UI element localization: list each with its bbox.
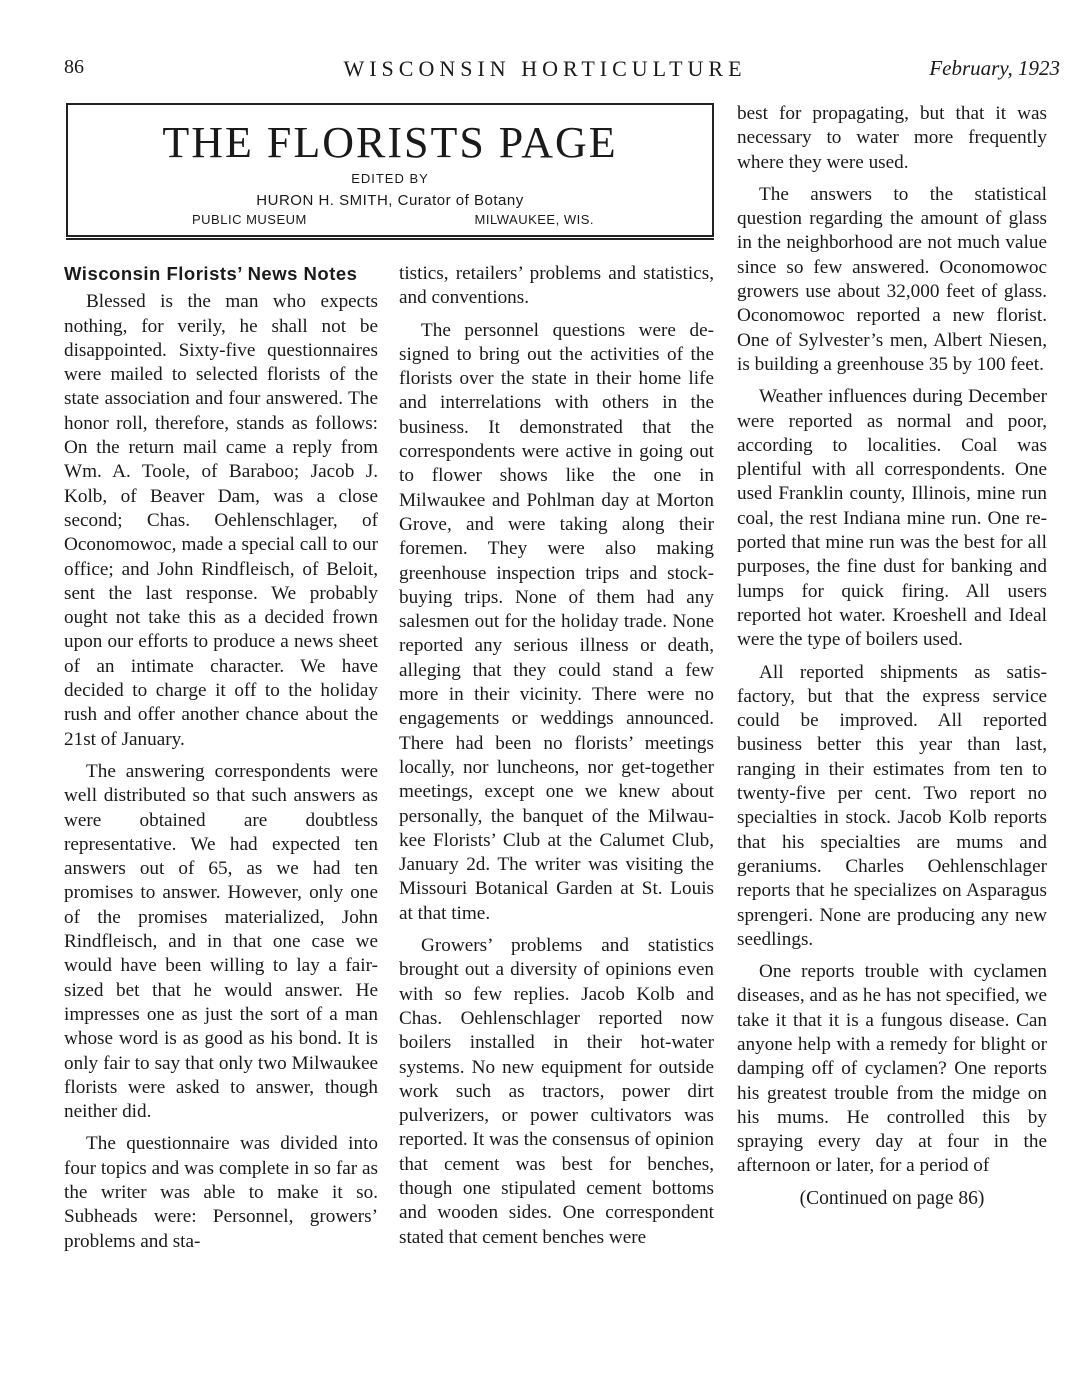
paragraph-continuation: best for propagating, but that it was necessary to water more frequently where they were used. — [737, 103, 1047, 173]
column-1 — [64, 262, 378, 1262]
page-number: 86 — [64, 56, 84, 78]
paragraph: One reports trouble with cyclamen diseases, and as he has not specified, we take it that it is a fungous disease. Can anyone help with a remedy for blight or damping off of cyclamen? One reports his greatest trouble from the midge on his mums. He controlled this by spraying every day at four in the afternoon or later, for a period of — [737, 961, 1047, 1177]
masthead-location: MILWAUKEE, WIS. — [474, 212, 594, 227]
column-3 — [737, 102, 1047, 1211]
paragraph-continuation: tistics, retailers’ problems and statistics, and conventions. — [399, 263, 714, 309]
paragraph: Blessed is the man who expects nothing, for verily, he shall not be disappointed. Sixty-five questionnaires were mailed to selected florists of the state association and four answered. The honor roll, therefore, stands as follows: On the return mail came a reply from Wm. A. Toole, of Baraboo; Jacob J. Kolb, of Beaver Dam, was a close second; Chas. Oehlenschlager, of Oconomowoc, made a special call to our office; and John Rindfleisch, of Beloit, sent the last response. We probably ought not take this as a decided frown upon our efforts to produce a news sheet of an intimate character. We have decided to charge it off to the holiday rush and offer another chance about the 21st of January. — [64, 291, 378, 750]
masthead-editor: HURON H. SMITH, Curator of Botany — [256, 192, 524, 209]
continued-note: (Continued on page 86) — [799, 1187, 985, 1209]
paragraph: The answering correspondents were well distributed so that such answers as were obtained are doubtless representative. We had expected ten answers out of 65, as we had ten promises to answer. However, only one of the promises materialized, John Rindfleisch, and in that one case we would have been willing to lay a fair-sized bet that he would answer. He impresses one as just the sort of a man whose word is as good as his bond. It is only fair to say that only two Milwaukee florists were asked to answer, though neither did. — [64, 760, 378, 1123]
masthead-title: THE FLORISTS PAGE — [162, 118, 618, 167]
paragraph: The personnel questions were designed to bring out the activities of the florists over the state in their home life and interrelations with others in the business. It demonstrated that the correspondents were active in going out to flower shows like the one in Milwaukee and Pohlman day at Morton Grove, and were taking along their foremen. They were also making greenhouse inspection trips and stock-buying trips. None of them had any salesmen out for the holiday trade. None reported any serious illness or death, alleging that they could stand a few more in their vicinity. There were no engagements or weddings announced. There had been no florists’ meetings locally, nor luncheons, nor get-together meetings, except one we knew about personally, the banquet of the Milwaukee Florists’ Club at the Calumet Club, January 2d. The writer was visiting the Missouri Botanical Garden at St. Louis at that time. — [399, 319, 714, 924]
masthead-affiliation — [68, 212, 712, 227]
paragraph: All reported shipments as satisfactory, but that the express service could be improved. All reported business better this year than last, ranging in their estimates from ten to twenty-five per cent. Two report no specialties in stock. Jacob Kolb reports that his specialties are mums and geraniums. Charles Oehlenschlager reports that he specializes on Asparagus sprengeri. None are producing any new seedlings. — [737, 661, 1047, 950]
florists-page-masthead — [66, 103, 714, 237]
masthead-institution: PUBLIC MUSEUM — [192, 212, 307, 227]
column-2 — [399, 262, 714, 1258]
masthead-edited-by: EDITED BY — [351, 171, 429, 186]
paragraph: The answers to the statistical question regarding the amount of glass in the neighborhood are not much value since so few answered. Oconomowoc growers use about 32,000 feet of glass. Oconomowoc reported a new florist. One of Sylvester’s men, Albert Niesen, is building a greenhouse 35 by 100 feet. — [737, 183, 1047, 375]
paragraph: Growers’ problems and statistics brought out a diversity of opinions even with so few replies. Jacob Kolb and Chas. Oehlenschlager reported now boilers installed in their hot-water systems. No new equipment for outside work such as tractors, power dirt pulverizers, or power cultivators was reported. It was the consensus of opinion that cement was best for benches, though one stipulated cement bottoms and wooden sides. One correspondent stated that cement benches were — [399, 935, 714, 1248]
issue-date: February, 1923 — [929, 56, 1060, 80]
running-head — [0, 56, 1090, 86]
article-title: Wisconsin Florists’ News Notes — [64, 263, 358, 284]
paragraph: The questionnaire was divided into four topics and was complete in so far as the writer was able to make it so. Subheads were: Personnel, growers’ problems and sta- — [64, 1133, 378, 1252]
paragraph: Weather influences during December were reported as normal and poor, according to localities. Coal was plentiful with all correspondents. One used Franklin county, Illinois, mine run coal, the rest Indiana mine run. One reported that mine run was the best for all purposes, the fine dust for banking and lumps for quick firing. All users reported hot water. Kroeshell and Ideal were the type of boilers used. — [737, 386, 1047, 651]
journal-title: WISCONSIN HORTICULTURE — [343, 56, 747, 81]
